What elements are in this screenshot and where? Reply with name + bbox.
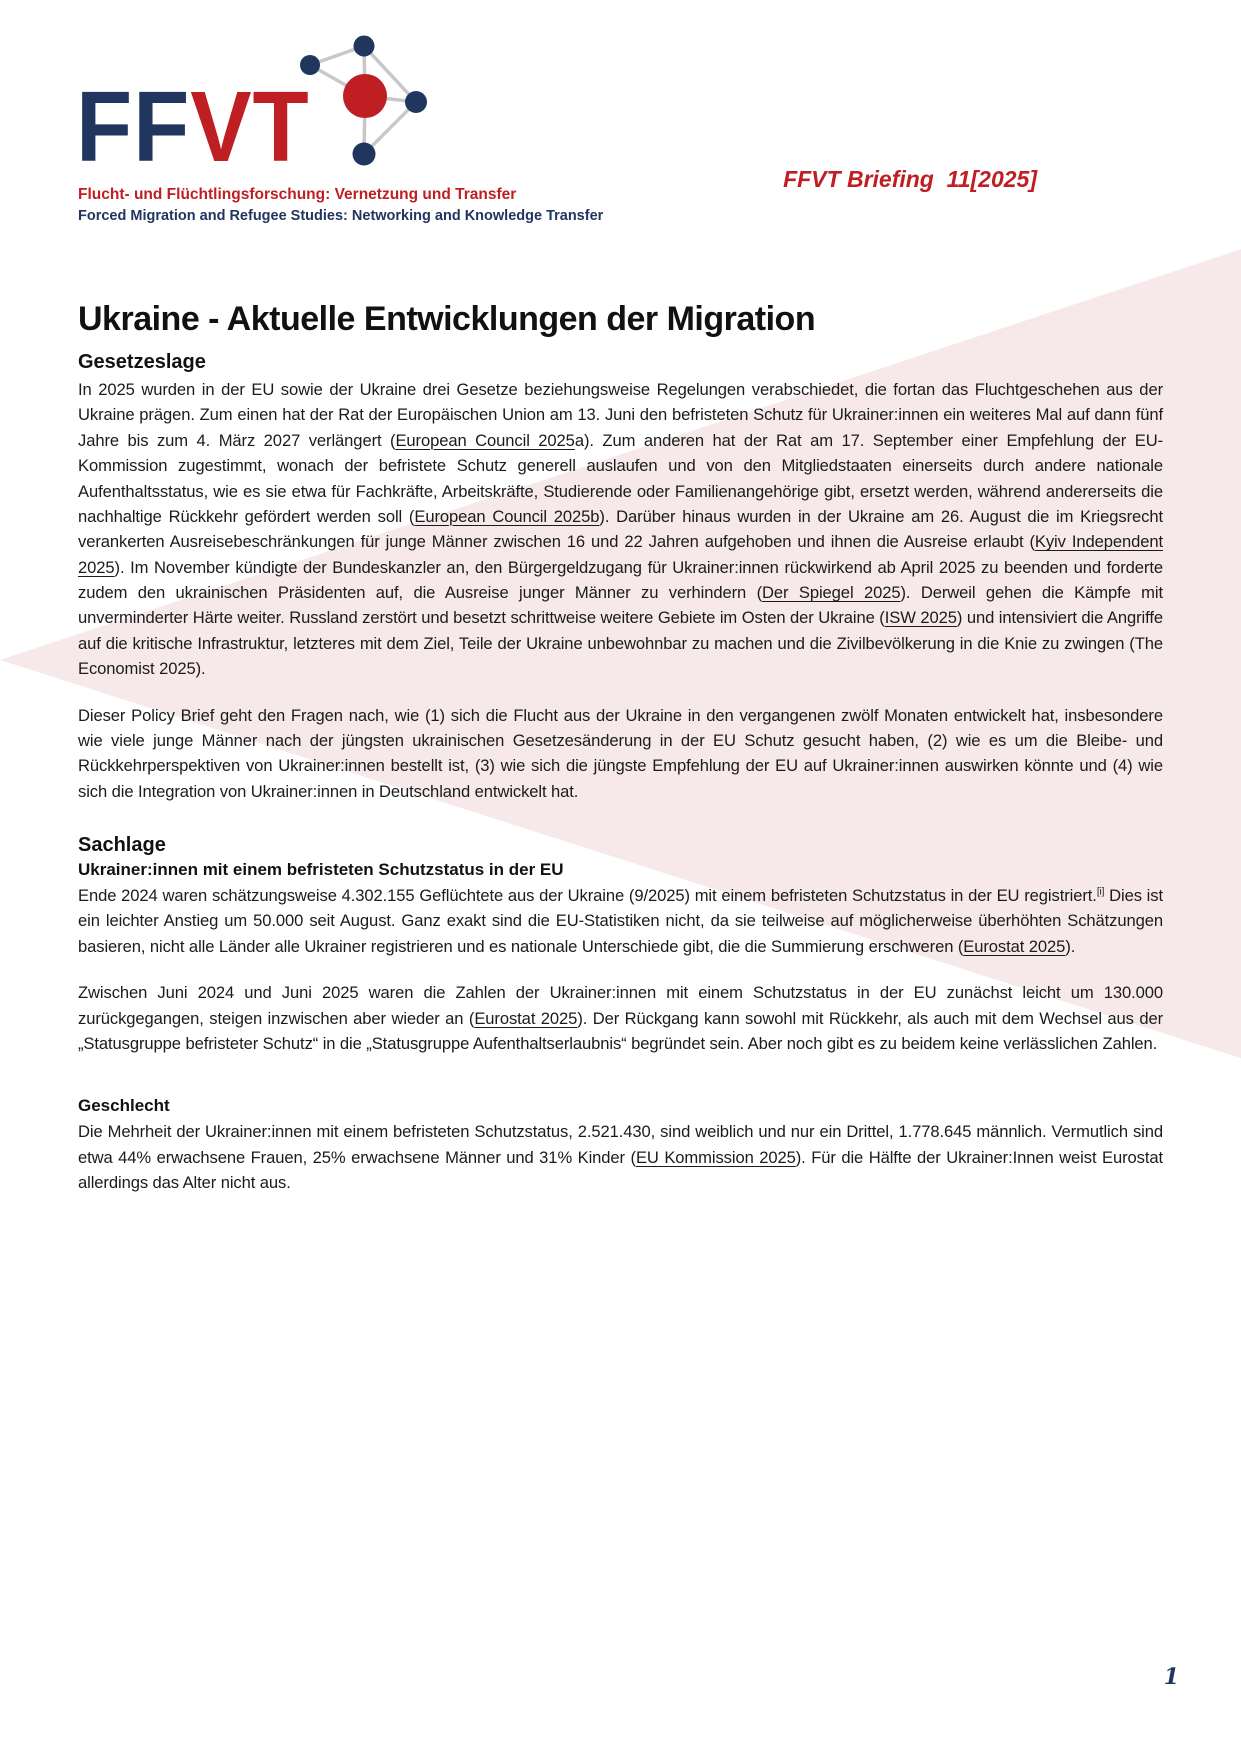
- paragraph: [78, 980, 1163, 1056]
- page-title: Ukraine - Aktuelle Entwicklungen der Migration: [78, 300, 816, 338]
- logo-tagline-german: Flucht- und Flüchtlingsforschung: Vernetzung und Transfer: [78, 186, 517, 203]
- paragraph: [78, 1119, 1163, 1195]
- reference-link[interactable]: Kyiv Independent 2025: [78, 532, 1163, 577]
- paragraph: [78, 703, 1163, 805]
- ffvt-logo-wordmark: [76, 71, 310, 183]
- briefing-issue-label: FFVT Briefing 11[2025]: [783, 166, 1037, 192]
- reference-link[interactable]: European Council 2025b: [414, 506, 600, 526]
- logo-vt-letters: VT: [190, 71, 310, 183]
- text-segment: Die Mehrheit der Ukrainer:innen mit einem befristeten Schutzstatus, 2.521.430, sind weiblich und nur ein Drittel, 1.778.645 männlich. Vermutlich sind etwa 44% erwachsene Frauen, 25% erwachsene Männer und 31% Kinder (: [78, 1122, 1163, 1167]
- text-segment: ). Für die Hälfte der Ukrainer:Innen weist Eurostat allerdings das Alter nicht aus.: [78, 1147, 1163, 1192]
- footnote-marker[interactable]: [i]: [1096, 886, 1105, 898]
- article: [78, 300, 1163, 1216]
- text-segment: ). Im November kündigte der Bundeskanzler an, den Bürgergeldzugang für Ukrainer:innen rückwirkend ab April 2025 zu beenden und forderte zudem den ukrainischen Präsidenten auf, die Ausreise junger Männer zu verhindern (: [78, 557, 1163, 602]
- text-segment: ). Der Rückgang kann sowohl mit Rückkehr, als auch mit dem Wechsel aus der „Statusgruppe befristeter Schutz“ in die „Statusgruppe Aufenthaltserlaubnis“ begründet sein. Aber noch gibt es zu beidem keine verlässlichen Zahlen.: [78, 1008, 1163, 1053]
- text-segment: ). Derweil gehen die Kämpfe mit unverminderter Härte weiter. Russland zerstört und besetzt schrittweise weitere Gebiete im Osten der Ukraine (: [78, 583, 1164, 628]
- section-heading: Geschlecht: [78, 1096, 170, 1116]
- text-segment: In 2025 wurden in der EU sowie der Ukraine drei Gesetze beziehungsweise Regelungen verabschiedet, die fortan das Fluchtgeschehen aus der Ukraine prägen. Zum einen hat der Rat der Europäischen Union am 13. Juni den befristeten Schutz für Ukrainer:innen ein weiteres Mal auf dann fünf Jahre bis zum 4. März 2027 verlängert (: [78, 380, 1163, 450]
- reference-link[interactable]: European Council 2025: [395, 430, 575, 450]
- text-segment: ).: [1065, 936, 1076, 956]
- reference-link[interactable]: Eurostat 2025: [963, 936, 1066, 956]
- network-graph-icon: [295, 30, 437, 172]
- logo-tagline-english: Forced Migration and Refugee Studies: Networking and Knowledge Transfer: [78, 208, 604, 224]
- section-heading: Ukrainer:innen mit einem befristeten Schutzstatus in der EU: [78, 860, 564, 879]
- text-segment: Dies ist ein leichter Anstieg um 50.000 seit August. Ganz exakt sind die EU-Statistiken nicht, da sie teilweise auf möglicherweise überhöhten Schätzungen basieren, nicht alle Länder alle Ukrainer registrieren und es nationale Unterschiede gibt, die die Summierung erschweren (: [78, 886, 1163, 956]
- text-segment: a). Zum anderen hat der Rat am 17. September einer Empfehlung der EU-Kommission zugestimmt, wonach der befristete Schutz generell auslaufen und von den Mitgliedstaaten einerseits durch andere nationale Aufenthaltsstatus, wie es sie etwa für Fachkräfte, Arbeitskräfte, Studierende oder Familienangehörige gibt, ersetzt werden, während andererseits die nachhaltige Rückkehr gefördert werden soll (: [78, 430, 1163, 526]
- text-segment: Ende 2024 waren schätzungsweise 4.302.155 Geflüchtete aus der Ukraine (9/2025) mit einem befristeten Schutzstatus in der EU registriert.: [78, 886, 1097, 905]
- text-segment: Dieser Policy Brief geht den Fragen nach, wie (1) sich die Flucht aus der Ukraine in den vergangenen zwölf Monaten entwickelt hat, insbesondere wie viele junge Männer nach der jüngsten ukrainischen Gesetzesänderung in der EU Schutz gesucht haben, (2) wie es um die Bleibe- und Rückkehrperspektiven von Ukrainer:innen bestellt ist, (3) wie sich die jüngste Empfehlung der EU auf Ukrainer:innen auswirken könnte und (4) wie sich die Integration von Ukrainer:innen in Deutschland entwickelt hat.: [78, 705, 1163, 801]
- text-segment: Zwischen Juni 2024 und Juni 2025 waren die Zahlen der Ukrainer:innen mit einem Schutzstatus in der EU zunächst leicht um 130.000 zurückgegangen, steigen inzwischen aber wieder an (: [78, 983, 1163, 1028]
- section-heading: Sachlage: [78, 834, 166, 856]
- reference-link[interactable]: ISW 2025: [884, 608, 957, 628]
- article-content: [78, 351, 1163, 1195]
- reference-link[interactable]: Eurostat 2025: [474, 1008, 578, 1028]
- paragraph: [78, 377, 1163, 682]
- reference-link[interactable]: EU Kommission 2025: [635, 1147, 796, 1167]
- text-segment: ). Darüber hinaus wurden in der Ukraine am 26. August die im Kriegsrecht verankerten Ausreisebeschränkungen für junge Männer zwischen 16 und 22 Jahren aufgehoben und ihnen die Ausreise erlaubt (: [78, 506, 1163, 552]
- reference-link[interactable]: Der Spiegel 2025: [762, 583, 901, 602]
- section-heading: Gesetzeslage: [78, 351, 206, 373]
- paragraph: [78, 883, 1163, 959]
- text-segment: ) und intensiviert die Angriffe auf die kritische Infrastruktur, letzteres mit dem Ziel, Teile der Ukraine unbewohnbar zu machen und die Zivilbevölkerung in die Knie zu zwingen (The Economist 2025).: [78, 608, 1163, 679]
- page-number: 1: [1163, 1664, 1179, 1690]
- logo-ff-letters: FF: [76, 71, 191, 183]
